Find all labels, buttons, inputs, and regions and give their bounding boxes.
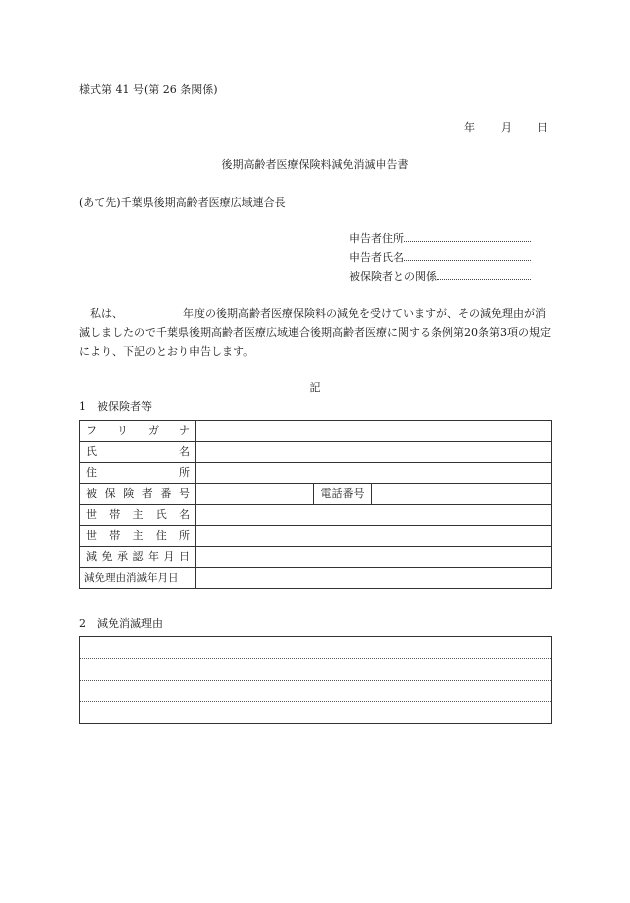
document-title: 後期高齢者医療保険料減免消滅申告書 bbox=[221, 158, 409, 171]
addressee: (あて先)千葉県後期高齢者医療広域連合長 bbox=[79, 196, 286, 209]
declaration-text-part1: 私は、 bbox=[90, 307, 123, 320]
form-number: 様式第 41 号(第 26 条関係) bbox=[79, 83, 218, 96]
table-row bbox=[80, 442, 552, 463]
section1-heading: 1 被保険者等 bbox=[79, 400, 152, 413]
insured-info-table bbox=[79, 420, 552, 589]
table-row bbox=[80, 463, 552, 484]
applicant-address-field[interactable] bbox=[404, 230, 531, 242]
reason-line bbox=[80, 658, 551, 659]
address-field[interactable] bbox=[196, 463, 552, 484]
approval-date-field[interactable] bbox=[196, 547, 552, 568]
furigana-label: フ リ ガ ナ bbox=[80, 421, 196, 442]
ki-heading: 記 bbox=[309, 381, 321, 394]
phone-label: 電話番号 bbox=[314, 484, 372, 505]
table-row bbox=[80, 547, 552, 568]
applicant-relation-label: 被保険者との関係 bbox=[349, 270, 437, 283]
furigana-field[interactable] bbox=[196, 421, 552, 442]
applicant-address-label: 申告者住所 bbox=[349, 232, 404, 245]
insured-number-label: 被 保 険 者 番 号 bbox=[80, 484, 196, 505]
insured-number-field[interactable] bbox=[196, 484, 314, 505]
date-month-label: 月 bbox=[501, 121, 512, 134]
date-year-label: 年 bbox=[464, 121, 475, 134]
table-row bbox=[80, 484, 552, 505]
applicant-address-row bbox=[349, 230, 534, 246]
reason-line bbox=[80, 701, 551, 702]
section2-heading: 2 減免消滅理由 bbox=[79, 617, 163, 630]
householder-address-field[interactable] bbox=[196, 526, 552, 547]
table-row bbox=[80, 526, 552, 547]
table-row bbox=[80, 421, 552, 442]
phone-field[interactable] bbox=[372, 484, 552, 505]
table-row bbox=[80, 505, 552, 526]
name-field[interactable] bbox=[196, 442, 552, 463]
declaration-text-part2: 年度の後期高齢者医療保険料の減免を受けていますが、その減免理由が消滅しましたので千葉県後期高齢者医療広域連合後期高齢者医療に関する条例第20条第3項の規定により、下記のとおり申告します。 bbox=[79, 307, 551, 358]
householder-address-label: 世 帯 主 住 所 bbox=[80, 526, 196, 547]
householder-name-label: 世 帯 主 氏 名 bbox=[80, 505, 196, 526]
applicant-name-row bbox=[349, 249, 534, 265]
name-label: 氏 名 bbox=[80, 442, 196, 463]
applicant-relation-field[interactable] bbox=[437, 268, 531, 280]
reason-box[interactable] bbox=[79, 636, 552, 724]
applicant-relation-row bbox=[349, 268, 534, 284]
cessation-date-label: 減免理由消滅年月日 bbox=[80, 568, 196, 589]
applicant-name-label: 申告者氏名 bbox=[349, 251, 404, 264]
declaration-text bbox=[79, 304, 554, 361]
applicant-name-field[interactable] bbox=[404, 249, 531, 261]
cessation-date-field[interactable] bbox=[196, 568, 552, 589]
table-row bbox=[80, 568, 552, 589]
approval-date-label: 減 免 承 認 年 月 日 bbox=[80, 547, 196, 568]
reason-line bbox=[80, 680, 551, 681]
householder-name-field[interactable] bbox=[196, 505, 552, 526]
address-label: 住 所 bbox=[80, 463, 196, 484]
date-day-label: 日 bbox=[537, 121, 548, 134]
